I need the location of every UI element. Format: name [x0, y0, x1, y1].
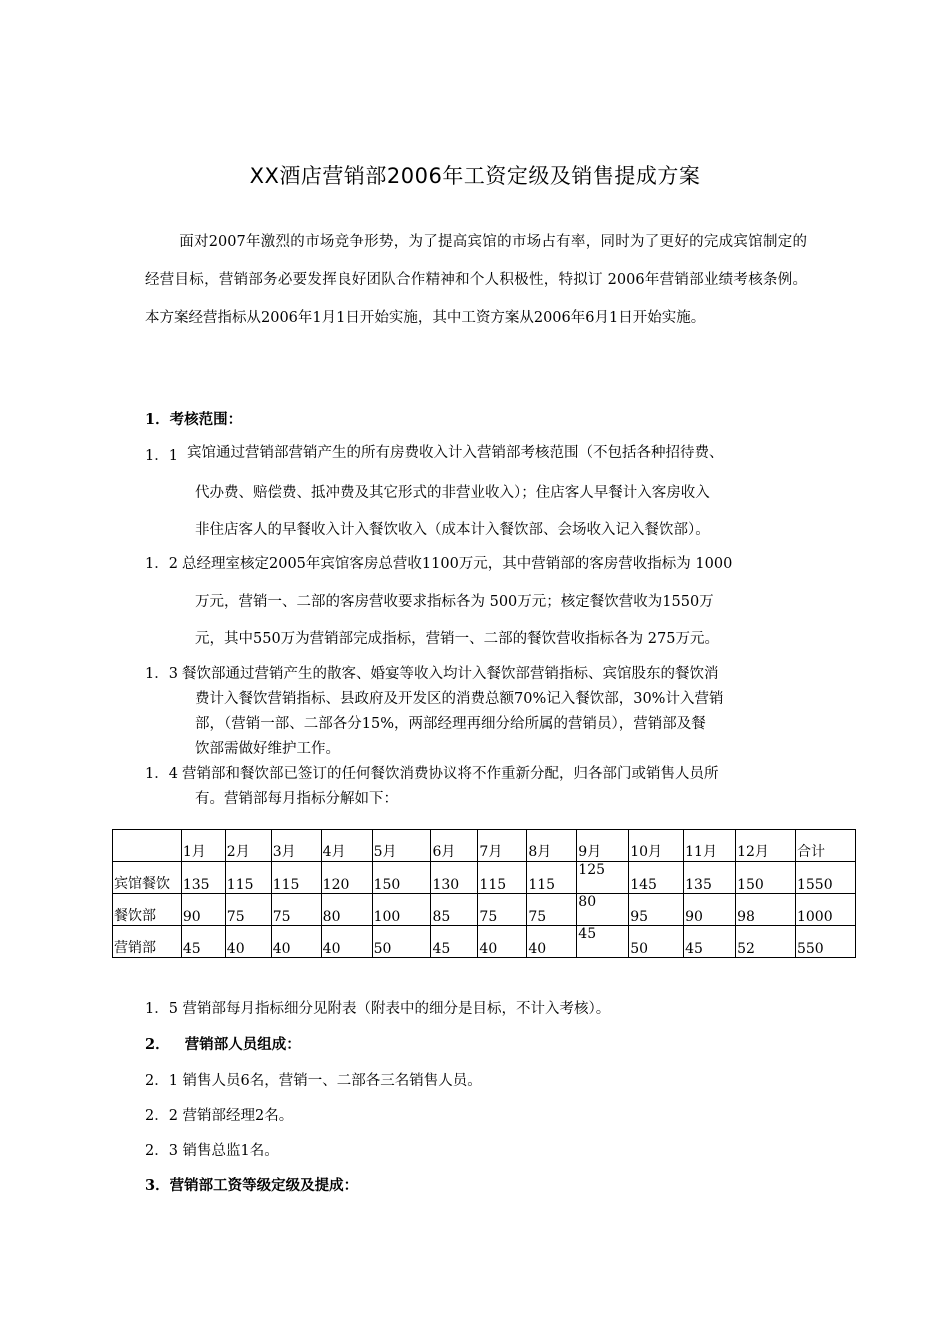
table-header-cell: 合计 [795, 830, 855, 862]
item-1-4-line-2: 有。营销部每月指标分解如下： [195, 791, 398, 807]
item-1-1-line-3: 非住店客人的早餐收入计入餐饮收入（成本计入餐饮部、会场收入记入餐饮部）。 [195, 522, 710, 538]
table-cell: 135 [181, 862, 225, 894]
table-cell: 115 [225, 862, 271, 894]
table-row-label: 营销部 [113, 926, 182, 958]
table-cell: 85 [431, 894, 478, 926]
item-1-4-number: 1．4 [145, 766, 178, 782]
table-row-label: 宾馆餐饮 [113, 862, 182, 894]
table-cell: 45 [181, 926, 225, 958]
table-header-cell: 6月 [431, 830, 478, 862]
table-cell: 45 [431, 926, 478, 958]
intro-text: 面对2007年激烈的市场竞争形势，为了提高宾馆的市场占有率，同时为了更好的完成宾馆制定的经营目标，营销部务必要发挥良好团队合作精神和个人积极性，特拟订 2006年营销部业绩考核条例。本方案经营指标从2006年1月1日开始实施，其中工资方案从2006年6月1日开始实施。 [145, 234, 807, 326]
table-header-cell: 11月 [684, 830, 736, 862]
item-1-3-line-2: 费计入餐饮营销指标、县政府及开发区的消费总额70%记入餐饮部，30%计入营销 [195, 691, 724, 707]
item-1-2-line-3: 元，其中550万为营销部完成指标，营销一、二部的餐饮营收指标各为 275万元。 [195, 631, 719, 647]
table-header-cell: 2月 [225, 830, 271, 862]
table-cell: 80 [577, 894, 629, 926]
table-header-cell: 4月 [321, 830, 372, 862]
table-cell: 120 [321, 862, 372, 894]
item-1-1-line-2: 代办费、赔偿费、抵冲费及其它形式的非营业收入）；住店客人早餐计入客房收入 [195, 485, 710, 501]
item-1-3-number: 1．3 [145, 666, 178, 682]
table-header-cell: 10月 [629, 830, 684, 862]
table-cell: 115 [271, 862, 321, 894]
section-1-heading: 1．考核范围： [145, 411, 243, 428]
document-title: XX酒店营销部2006年工资定级及销售提成方案 [249, 164, 701, 188]
table-cell: 90 [181, 894, 225, 926]
table-cell: 40 [478, 926, 527, 958]
table-cell: 150 [736, 862, 796, 894]
table-cell: 75 [225, 894, 271, 926]
table-cell: 130 [431, 862, 478, 894]
item-1-2-number: 1．2 [145, 556, 178, 572]
table-cell: 98 [736, 894, 796, 926]
table-cell: 1000 [795, 894, 855, 926]
table-cell: 75 [271, 894, 321, 926]
table-header-cell: 7月 [478, 830, 527, 862]
item-2-1: 2．1 销售人员6名，营销一、二部各三名销售人员。 [145, 1073, 482, 1089]
table-cell: 75 [527, 894, 577, 926]
table-header-cell [113, 830, 182, 862]
item-1-1-line-1: 宾馆通过营销部营销产生的所有房费收入计入营销部考核范围（不包括各种招待费、 [187, 445, 724, 461]
table-cell: 45 [577, 926, 629, 958]
table-header-cell: 12月 [736, 830, 796, 862]
item-1-1 [187, 444, 812, 472]
table-cell: 40 [527, 926, 577, 958]
table-cell: 115 [478, 862, 527, 894]
table-row [113, 926, 856, 958]
item-1-2-line-2: 万元，营销一、二部的客房营收要求指标各为 500万元；核定餐饮营收为1550万 [195, 594, 714, 610]
table-cell: 90 [684, 894, 736, 926]
table-header-cell: 9月 [577, 830, 629, 862]
table-cell: 80 [321, 894, 372, 926]
table-cell: 135 [684, 862, 736, 894]
section-3-heading: 3．营销部工资等级定级及提成： [145, 1177, 359, 1194]
table-header-cell: 1月 [181, 830, 225, 862]
table-header-cell: 8月 [527, 830, 577, 862]
table-cell: 50 [629, 926, 684, 958]
item-2-2: 2．2 营销部经理2名。 [145, 1108, 294, 1124]
table-cell: 75 [478, 894, 527, 926]
table-header-row [113, 830, 856, 862]
intro-paragraph [145, 223, 807, 337]
item-1-4-line-1: 营销部和餐饮部已签订的任何餐饮消费协议将不作重新分配，归各部门或销售人员所 [182, 766, 719, 782]
table-cell: 1550 [795, 862, 855, 894]
table-cell: 40 [225, 926, 271, 958]
table-cell: 550 [795, 926, 855, 958]
item-1-3-line-1: 餐饮部通过营销产生的散客、婚宴等收入均计入餐饮部营销指标、宾馆股东的餐饮消 [182, 666, 719, 682]
item-1-5: 1．5 营销部每月指标细分见附表（附表中的细分是目标，不计入考核）。 [145, 1001, 611, 1017]
item-2-3: 2．3 销售总监1名。 [145, 1143, 279, 1159]
item-1-2-line-1: 总经理室核定2005年宾馆客房总营收1100万元，其中营销部的客房营收指标为 1000 [182, 556, 733, 572]
table-header-cell: 5月 [372, 830, 431, 862]
table-cell: 95 [629, 894, 684, 926]
table-row [113, 894, 856, 926]
table-row [113, 862, 856, 894]
table-cell: 40 [321, 926, 372, 958]
item-1-1-number: 1．1 [145, 448, 178, 464]
table-cell: 125 [577, 862, 629, 894]
table-cell: 115 [527, 862, 577, 894]
table-cell: 50 [372, 926, 431, 958]
table-cell: 150 [372, 862, 431, 894]
monthly-target-table [112, 829, 856, 958]
table-row-label: 餐饮部 [113, 894, 182, 926]
table-cell: 40 [271, 926, 321, 958]
table-cell: 45 [684, 926, 736, 958]
item-1-3-line-3: 部，（营销一部、二部各分15%，两部经理再细分给所属的营销员），营销部及餐 [195, 716, 706, 732]
table-cell: 100 [372, 894, 431, 926]
table-header-cell: 3月 [271, 830, 321, 862]
table-cell: 145 [629, 862, 684, 894]
table-cell: 52 [736, 926, 796, 958]
section-2-heading: 2． 营销部人员组成： [145, 1036, 301, 1053]
item-1-3-line-4: 饮部需做好维护工作。 [195, 741, 340, 757]
